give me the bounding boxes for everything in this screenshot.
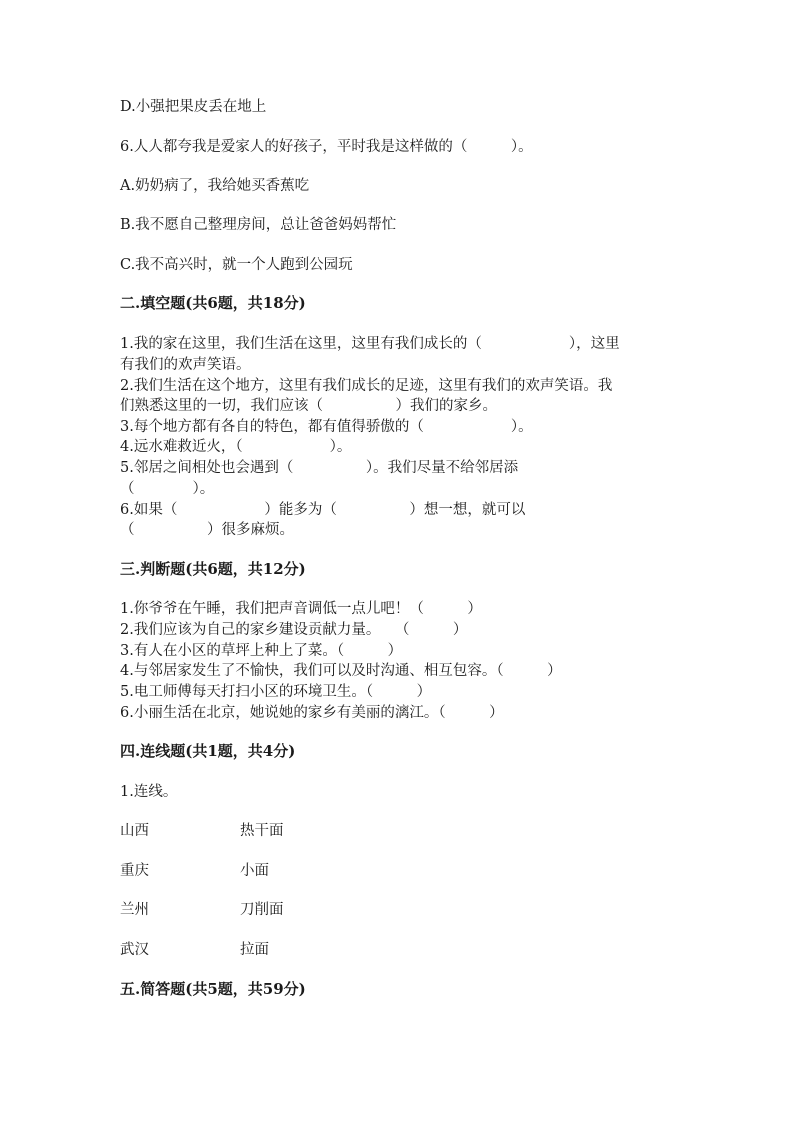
- judge-line: 6.小丽生活在北京，她说她的家乡有美丽的漓江。（ ）: [120, 705, 504, 721]
- judge-line: 3.有人在小区的草坪上种上了菜。（ ）: [120, 643, 403, 659]
- match-left-item: 山西: [120, 823, 149, 839]
- fill-line: （ ）很多麻烦。: [120, 522, 294, 538]
- judge-line: 2.我们应该为自己的家乡建设贡献力量。 （ ）: [120, 622, 468, 638]
- fill-line: 们熟悉这里的一切，我们应该（ ）我们的家乡。: [120, 398, 497, 414]
- q6-option-c: C.我不高兴时，就一个人跑到公园玩: [120, 257, 353, 273]
- judge-line: 5.电工师傅每天打扫小区的环境卫生。（ ）: [120, 684, 432, 700]
- match-left-item: 武汉: [120, 942, 149, 958]
- section5-heading: 五.简答题(共5题，共59分): [120, 980, 306, 998]
- fill-line: 5.邻居之间相处也会遇到（ ）。我们尽量不给邻居添: [120, 460, 519, 476]
- fill-line: 3.每个地方都有各自的特色，都有值得骄傲的（ ）。: [120, 419, 533, 435]
- fill-line: 2.我们生活在这个地方，这里有我们成长的足迹，这里有我们的欢声笑语。我: [120, 378, 613, 394]
- judge-line: 4.与邻居家发生了不愉快，我们可以及时沟通、相互包容。（ ）: [120, 663, 562, 679]
- match-left-item: 重庆: [120, 863, 149, 879]
- match-left-item: 兰州: [120, 902, 149, 918]
- fill-line: 6.如果（ ）能多为（ ）想一想，就可以: [120, 502, 526, 518]
- match-right-item: 热干面: [240, 823, 284, 839]
- section3-heading: 三.判断题(共6题，共12分): [120, 560, 306, 578]
- match-right-item: 刀削面: [240, 902, 284, 918]
- q6-stem: 6.人人都夸我是爱家人的好孩子，平时我是这样做的（ ）。: [120, 139, 533, 155]
- fill-line: 1.我的家在这里，我们生活在这里，这里有我们成长的（ ），这里: [120, 336, 620, 352]
- q6-option-a: A.奶奶病了，我给她买香蕉吃: [120, 178, 310, 194]
- q5-option-d: D.小强把果皮丢在地上: [120, 99, 267, 115]
- match-right-item: 小面: [240, 863, 269, 879]
- match-right-item: 拉面: [240, 942, 269, 958]
- fill-line: 有我们的欢声笑语。: [120, 357, 251, 373]
- fill-line: （ ）。: [120, 481, 215, 497]
- fill-line: 4.远水难救近火，（ ）。: [120, 439, 352, 455]
- match-question: 1.连线。: [120, 784, 178, 800]
- judge-line: 1.你爷爷在午睡，我们把声音调低一点儿吧！（ ）: [120, 601, 482, 617]
- q6-option-b: B.我不愿自己整理房间，总让爸爸妈妈帮忙: [120, 217, 397, 233]
- section2-heading: 二.填空题(共6题，共18分): [120, 294, 306, 312]
- section4-heading: 四.连线题(共1题，共4分): [120, 742, 296, 760]
